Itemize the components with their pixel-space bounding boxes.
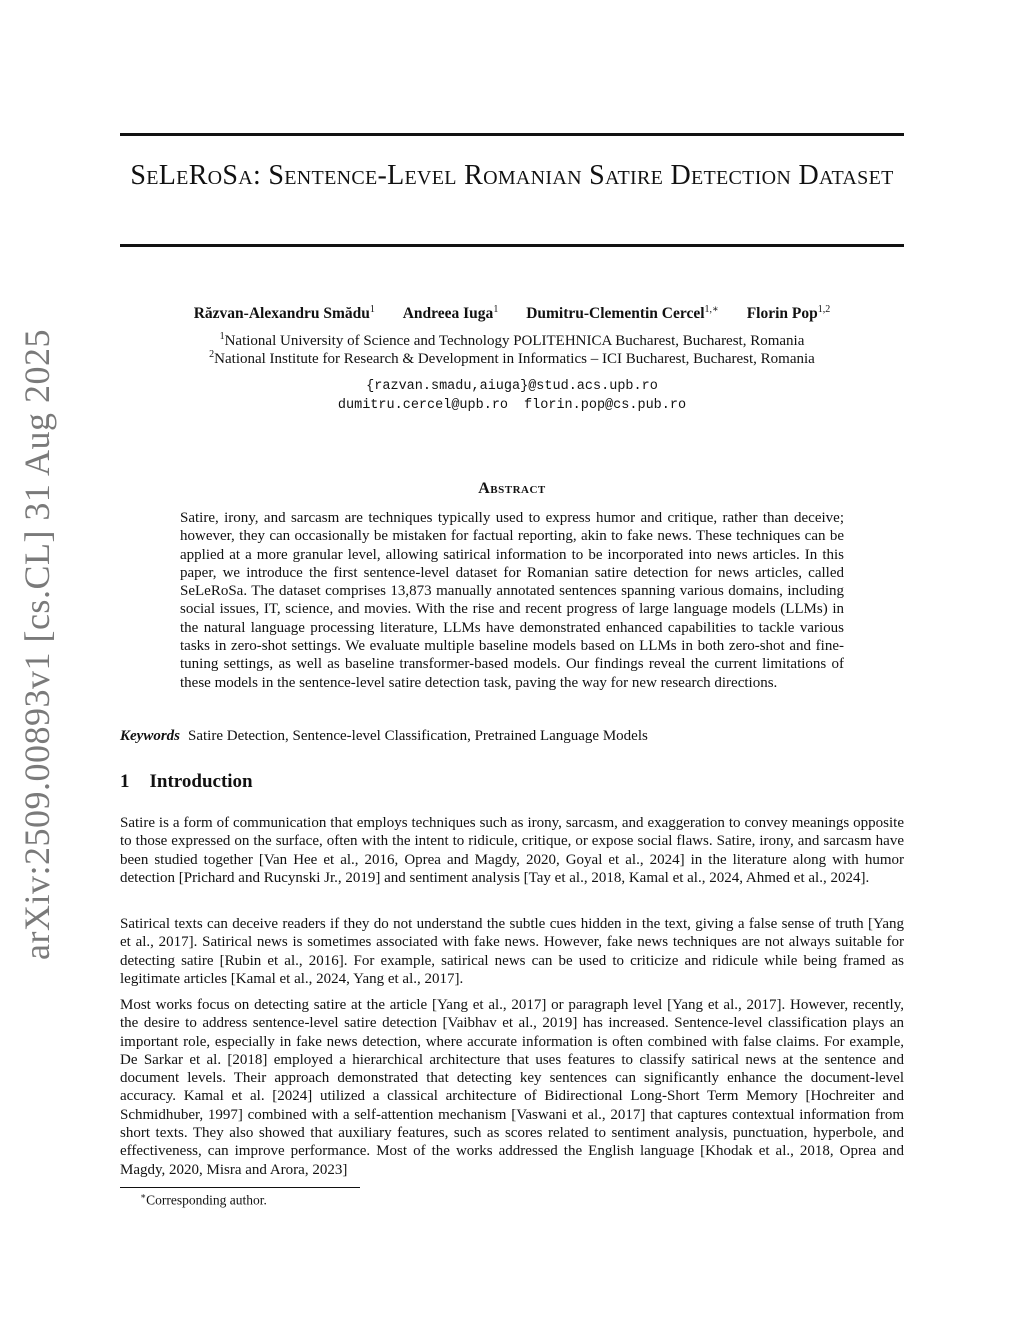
affiliation-mark: 1 [219,331,225,342]
affiliation-text: National University of Science and Technology POLITEHNICA Bucharest, Bucharest, Romania [224,333,805,349]
author-list [120,304,904,323]
affiliation-1 [120,331,904,350]
body-paragraph: Satirical texts can deceive readers if they do not understand the subtle cues hidden in the text, giving a false sense of truth [Yang et al., 2017]. Satirical news is sometimes associated with fake news. However, fake news techniques are not always suitable for detecting satire [Rubin et al., 2016]. For example, satirical news can be used to criticize and ridicule while being framed as legitimate articles [Kamal et al., 2024, Yang et al., 2017]. [120,916,904,987]
email-pop: florin.pop@cs.pub.ro [524,398,687,413]
footnote-rule [120,1187,360,1188]
email-cercel: dumitru.cercel@upb.ro [337,398,509,413]
keywords [120,728,904,745]
author-name: Andreea Iuga [402,305,494,323]
title-bottom-rule [120,244,904,247]
title-top-rule [120,133,904,136]
author-name: Dumitru-Clementin Cercel [526,305,705,323]
author-name: Florin Pop [746,305,818,323]
section-title: Introduction [149,771,253,792]
author [526,305,719,322]
author [747,305,831,322]
author-affiliation-mark: 1,∗ [704,304,719,315]
email-line-1: {razvan.smadu,aiuga}@stud.acs.upb.ro [366,379,658,394]
footnote [140,1191,267,1209]
affiliation-mark: 2 [209,349,215,360]
affiliation-2 [120,349,904,368]
paper-title: SeLeRoSa: Sentence-Level Romanian Satire Detection Dataset [130,160,894,191]
section-number: 1 [120,771,130,792]
author-affiliation-mark: 1 [493,304,499,315]
section-heading-introduction [120,771,253,793]
author-affiliation-mark: 1,2 [817,304,831,315]
abstract-heading: Abstract [478,480,546,497]
author [403,305,499,322]
arxiv-identifier-stamp: arXiv:2509.00893v1 [cs.CL] 31 Aug 2025 [17,329,57,960]
email-line-2 [120,398,904,413]
keywords-label: Keywords [120,728,180,744]
author-affiliation-mark: 1 [369,304,375,315]
affiliation-text: National Institute for Research & Development in Informatics – ICI Bucharest, Bucharest, Romania [214,351,815,367]
body-paragraph: Most works focus on detecting satire at the article [Yang et al., 2017] or paragraph level [Yang et al., 2017]. However, recently, the desire to address sentence-level satire detection [Vaibhav et al., 2019] has increased. Sentence-level classification plays an important role, especially in fake news detection, where accurate information is often combined with false claims. For example, De Sarkar et al. [2018] employed a hierarchical architecture that uses features to classify satirical news at the sentence and document levels. Their approach demonstrated that detecting key sentences can significantly enhance the document-level accuracy. Kamal et al. [2024] utilized a classical architecture of Bidirectional Long-Short Term Memory [Hochreiter and Schmidhuber, 1997] combined with a self-attention mechanism [Vaswani et al., 2017] that captures contextual information from short texts. They also showed that auxiliary features, such as scores related to sentiment analysis, punctuation, hyperbole, and effectiveness, can improve performance. Most of the works addressed the English language [Khodak et al., 2018, Oprea and Magdy, 2020, Misra and Arora, 2023] [120,997,904,1178]
footnote-mark: ∗ [140,1191,147,1201]
keywords-text: Satire Detection, Sentence-level Classification, Pretrained Language Models [188,728,648,744]
author [194,305,375,322]
footnote-text: Corresponding author. [146,1192,267,1208]
abstract-text: Satire, irony, and sarcasm are techniques typically used to express humor and critique, rather than deceive; however, they can occasionally be mistaken for factual reporting, akin to fake news. These techniques can be applied at a more granular level, allowing satirical information to be incorporated into news articles. In this paper, we introduce the first sentence-level dataset for Romanian satire detection for news articles, called SeLeRoSa. The dataset comprises 13,873 manually annotated sentences spanning various domains, including social issues, IT, science, and movies. With the rise and recent progress of large language models (LLMs) in the natural language processing literature, LLMs have demonstrated enhanced capabilities to tackle various tasks in zero-shot settings. We evaluate multiple baseline models based on LLMs in both zero-shot and fine-tuning settings, as well as baseline transformer-based models. Our findings reveal the current limitations of these models in the sentence-level satire detection task, paving the way for new research directions. [180,510,844,691]
body-paragraph: Satire is a form of communication that employs techniques such as irony, sarcasm, and exaggeration to convey meanings opposite to those expressed on the surface, often with the intent to ridicule, critique, or expose social flaws. Satire, irony, and sarcasm have been studied together [Van Hee et al., 2016, Oprea and Magdy, 2020, Goyal et al., 2024] in the literature along with humor detection [Prichard and Rucynski Jr., 2019] and sentiment analysis [Tay et al., 2018, Kamal et al., 2024, Ahmed et al., 2024]. [120,815,904,886]
author-name: Răzvan-Alexandru Smădu [193,305,370,323]
